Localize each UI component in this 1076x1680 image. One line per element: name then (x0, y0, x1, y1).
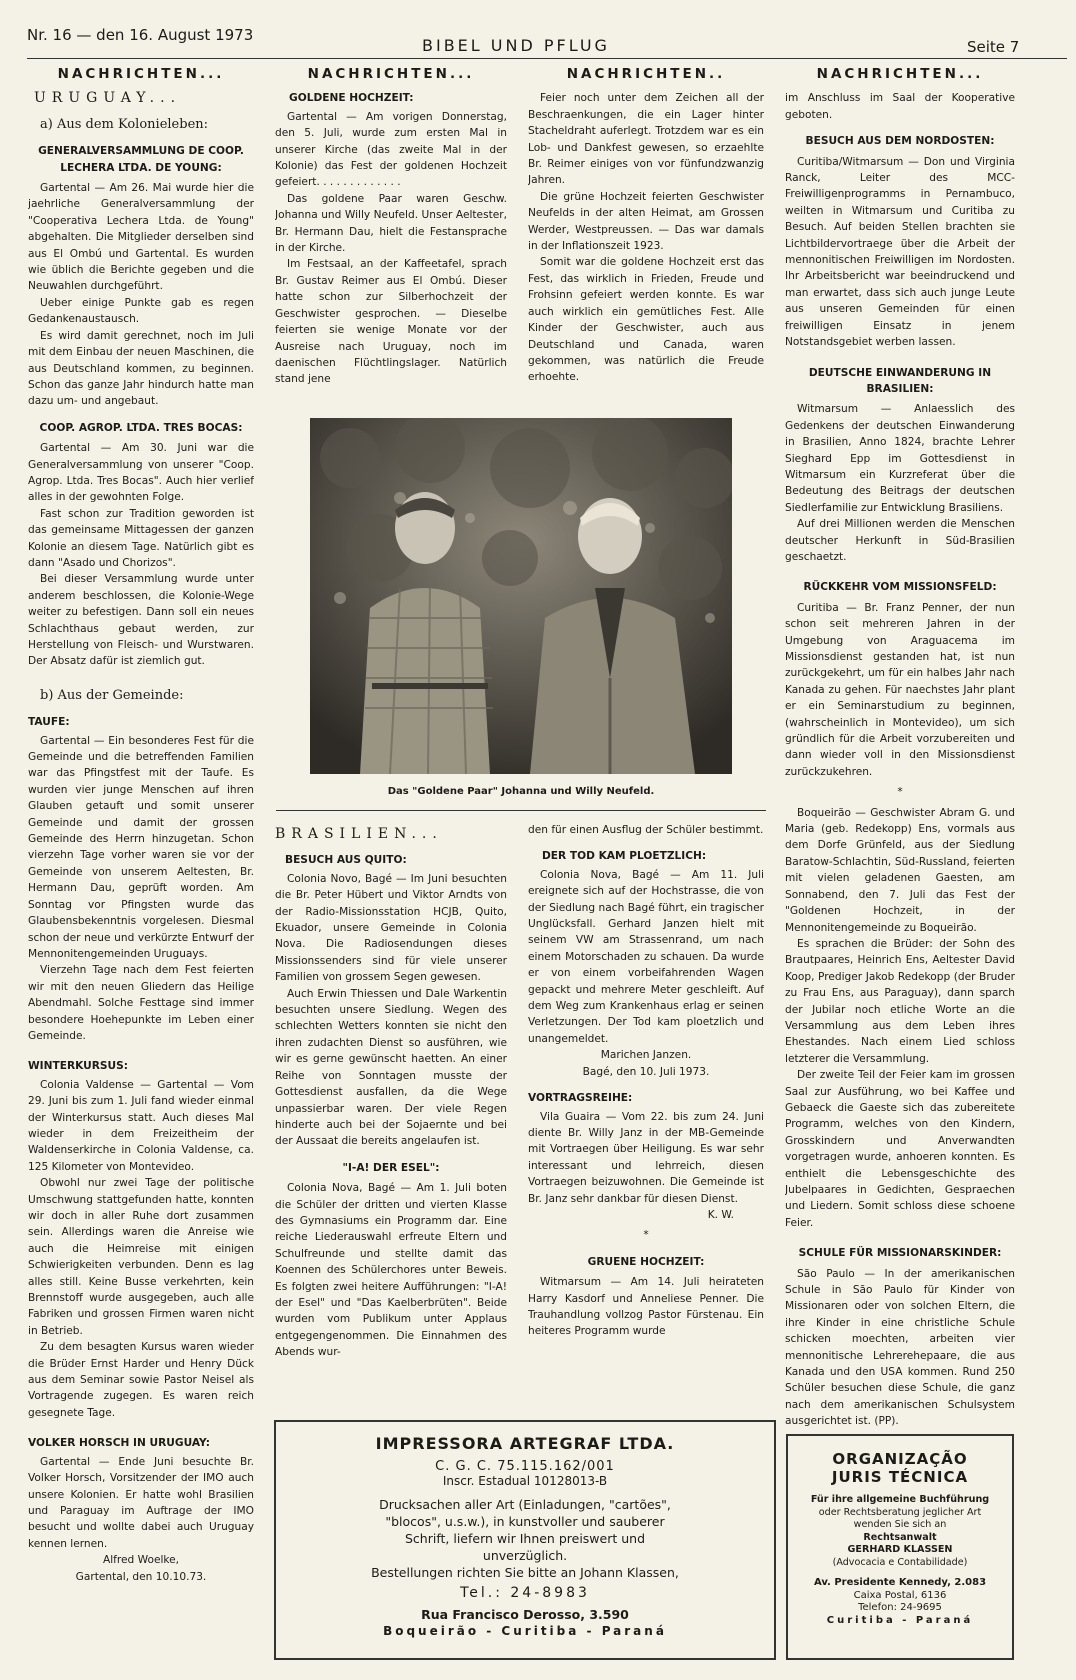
article-heading: COOP. AGROP. LTDA. TRES BOCAS: (39, 421, 243, 434)
ad-text-line: (Advocacia e Contabilidade) (832, 1556, 968, 1568)
article-heading: SCHULE FÜR MISSIONARSKINDER: (798, 1247, 1002, 1260)
article-heading: DEUTSCHE EINWANDERUNG IN BRASILIEN: (808, 366, 992, 395)
section-heading: NACHRICHTEN.. (566, 66, 726, 82)
paragraph: Auch Erwin Thiessen und Dale Warkentin besuchten unsere Siedlung. Wegen des schlechten Wetters konnten sie nicht den ihren zudachten Dienst so ausführen, wie wir es gerne gewünscht haetten. An einer Reihe von Sonntagen musste der Gottesdienst ausfallen, da die Wege unpassierbar waren. Der viele Regen hinderte auch bei der Sojaernte und bei der Aussaat die bereits angelaufen ist. (275, 987, 507, 1148)
paragraph: Gartental — Am 26. Mai wurde hier die jaehrliche Generalversammlung der "Cooperativa Lechera Ltda. de Young" abgehalten. Die Mitglieder derselben sind aus El Ombú und Gartental. Es wurden wie üblich die Berichte gegeben und die Neuwahlen durchgeführt. (28, 182, 254, 293)
ad-text-line: "blocos", u.s.w.), in kunstvoller und sauberer (385, 1514, 665, 1529)
page-number: Seite 7 (967, 38, 1020, 56)
paragraph: Colonia Valdense — Gartental — Vom 29. Juni bis zum 1. Juli fand wieder einmal der Winterkursus statt. Auch dieses Mal wieder in dem Freizeitheim der Waldenserkirche in Colonia Valdense, ca. 125 Kilometer von Montevideo. (28, 1078, 254, 1173)
ad-company-name: IMPRESSORA ARTEGRAF LTDA. (375, 1434, 675, 1453)
ad-text-line: oder Rechtsberatung jeglicher Art (818, 1506, 982, 1518)
signature-date: Gartental, den 10.10.73. (75, 1570, 207, 1583)
paragraph: Colonia Nova, Bagé — Am 1. Juli boten die Schüler der dritten und vierten Klasse des Gymnasiums ein Programm dar. Eine reiche Liederauswahl erfreute Eltern und Schulfreunde und stellte damit das Koennen des Schülerchores unter Beweis. Es folgten zwei heitere Aufführungen: "I-A! der Esel" und "Das Kaelberbrüten". Beide wurden vom Publikum unter Applaus entgegengenommen. Die Einnahmen des Abends wur- (275, 1182, 507, 1359)
paragraph: Witmarsum — Am 14. Juli heirateten Harry Kasdorf und Anneliese Penner. Die Trauhandlung vollzog Pastor Fürstenau. Ein heiteres Programm wurde (528, 1276, 764, 1338)
article-heading: RÜCKKEHR VOM MISSIONSFELD: (803, 581, 997, 594)
column-3-top (528, 66, 764, 406)
article-heading: TAUFE: (28, 716, 70, 729)
article-heading: "I-A! DER ESEL": (342, 1161, 440, 1174)
article-heading: VOLKER HORSCH IN URUGUAY: (28, 1437, 211, 1450)
paragraph: Witmarsum — Anlaesslich des Gedenkens der deutschen Einwanderung in Brasilien, Anno 1824, brachte Lehrer Sieghard Epp im Gottesdienst in Witmarsum ein Kurzreferat über die Bedeutung des Beitrags der deutschen Siedlerfamilie zur Entwicklung Brasiliens. (785, 403, 1015, 514)
section-rule (276, 810, 766, 811)
article-heading: DER TOD KAM PLOETZLICH: (542, 850, 707, 863)
article-heading: BESUCH AUS DEM NORDOSTEN: (805, 135, 995, 148)
paragraph: den für einen Ausflug der Schüler bestimmt. (528, 824, 764, 836)
paragraph: Curitiba/Witmarsum — Don und Virginia Ranck, Leiter des MCC-Freiwilligenprogramms in Pernambuco, weilten in Witmarsum und Curitiba zu Besuch. Auf beiden Stellen brachten sie Lichtbildervortraege über die Arbeit der mennonitischen Freiwilligen im Nordosten. Ihr Arbeitsbericht war beeindruckend und man erwartet, dass sich auch junge Leute aus unseren Gemeinden für einen freiwilligen Einsatz in jenem Notstandsgebiet werben lassen. (785, 155, 1015, 349)
paragraph: Bei dieser Versammlung wurde unter anderem beschlossen, die Kolonie-Wege weiter zu befestigen. Dann soll ein neues Schlachthaus gebaut werden, zur Herstellung von Fleisch- und Wurstwaren. Der Absatz dafür ist ziemlich gut. (28, 573, 254, 668)
masthead-rule (27, 58, 1067, 59)
separator-star: * (897, 786, 903, 799)
column-1 (28, 66, 254, 1670)
paragraph: Auf drei Millionen werden die Menschen deutscher Herkunft in Süd-Brasilien geschaetzt. (785, 518, 1015, 563)
ad-telephone: Telefon: 24-9695 (858, 1602, 942, 1613)
ad-company-name: ORGANIZAÇÃO (832, 1450, 968, 1468)
signature: Alfred Woelke, (102, 1554, 180, 1567)
paragraph: Colonia Nova, Bagé — Am 11. Juli ereignete sich auf der Hochstrasse, die von der Siedlung nach Bagé führt, ein tragischer Unglücksfall. Gerhard Janzen hielt mit seinem VW am Strassenrand, um nach einem Motorschaden zu schauen. Da wurde er von einem vorbeifahrenden Wagen gepackt und mehrere Meter geschleift. Auf dem Weg zum Krankenhaus erlag er seinen Verletzungen. Der Tod kam ploetzlich und unangemeldet. (528, 868, 764, 1045)
paragraph: Gartental — Ein besonderes Fest für die Gemeinde und die betreffenden Familien war das Pfingstfest mit der Taufe. Es wurden vier junge Menschen auf ihren Glauben getauft und somit unserer Gemeinde und damit der grossen Gemeinde des Herrn hinzugetan. Schon vierzehn Tage vorher waren sie vor der Gemeinde von unserem Aeltesten, Br. Hermann Dau, geprüft worden. Am Sonntag vor Pfingsten wurde das Glaubensbekenntnis vorgelesen. Diesmal schon der neue und verkürzte Entwurf der Mennonitengemeinden Uruguays. (28, 734, 254, 960)
issue-date: Nr. 16 — den 16. August 1973 (27, 26, 254, 44)
couple-photo (310, 418, 732, 774)
advertisement-artegraf (274, 1420, 776, 1660)
publication-title: BIBEL UND PFLUG (422, 36, 610, 55)
ad-po-box: Caixa Postal, 6136 (853, 1589, 947, 1601)
paragraph: Zu dem besagten Kursus waren wieder die Brüder Ernst Harder und Henry Dück aus dem Seminar sowie Pastor Neisel als Vortragende zugegen. Es waren reich gesegnete Tage. (28, 1341, 254, 1419)
paragraph: Vila Guaira — Vom 22. bis zum 24. Juni diente Br. Willy Janz in der MB-Gemeinde mit Vortraegen über Heiligung. Es war sehr interessant und lehrreich, diesen Vortraegen beizuwohnen. Die Gemeinde ist Br. Janz sehr dankbar für diesen Dienst. (528, 1110, 764, 1205)
paragraph: Die grüne Hochzeit feierten Geschwister Neufelds in der alten Heimat, am Grossen Werder, Westpreussen. — Das war damals in der Inflationszeit 1923. (528, 190, 764, 253)
paragraph: Das goldene Paar waren Geschw. Johanna und Willy Neufeld. Unser Aeltester, Br. Hermann Dau, hielt die Festansprache in der Kirche. (275, 192, 507, 255)
paragraph: Gartental — Am vorigen Donnerstag, den 5. Juli, wurde zum ersten Mal in unserer Kirche (das zweite Mal in der Kolonie) das Fest der goldenen Hochzeit gefeiert. . . . . . . . . . . . . (275, 110, 507, 189)
masthead (22, 22, 1076, 62)
section-heading: NACHRICHTEN... (307, 66, 475, 82)
column-2-bottom (275, 822, 507, 1412)
paragraph: Der zweite Teil der Feier kam im grossen Saal zur Ausführung, wo bei Kaffee und Gebaeck die Gaeste sich das zubereitete Programm, welches von den Kindern, Grosskindern und Anverwandten vorgetragen wurde, anhoeren konnten. Es enthielt die Lebensgeschichte des Jubelpaares in Gedichten, Gespraechen und Liedern. Somit schloss diese schoene Feier. (785, 1069, 1015, 1229)
ad-lawyer-name: GERHARD KLASSEN (847, 1544, 953, 1555)
article-heading: VORTRAGSREIHE: (528, 1092, 633, 1105)
ad-address: Rua Francisco Derosso, 3.590 (421, 1607, 629, 1622)
paragraph: Somit war die goldene Hochzeit erst das Fest, das wirklich in Frieden, Freude und Frohsinn gefeiert werden konnte. Es war auch wirklich ein gemütliches Fest. Alle Kinder der Geschwister, auch aus Deutschland und Canada, waren gekommen, was natürlich die Freude erhoehte. (528, 256, 764, 384)
ad-text-line: Bestellungen richten Sie bitte an Johann Klassen, (371, 1565, 679, 1580)
ad-text-line: Schrift, liefern wir Ihnen preiswert und (404, 1531, 646, 1546)
paragraph: Im Festsaal, an der Kaffeetafel, sprach Br. Gustav Reimer aus El Ombú. Dieser hatte schon zur Silberhochzeit der Geschwister gesprochen. — Dieselbe feierten sie wenige Monate vor der Ausreise nach Uruguay, noch im daenischen Flüchtlingslager. Natürlich stand jene (275, 258, 507, 386)
paragraph: Colonia Novo, Bagé — Im Juni besuchten die Br. Peter Hübert und Viktor Arndts von der Radio-Missionsstation HCJB, Quito, Ekuador, unsere Gemeinde in Colonia Nova. Die Radiosendungen dieses Missionssenders sind für viele unserer Familien von grossem Segen gewesen. (275, 872, 507, 984)
subsection-heading: a) Aus dem Kolonieleben: (40, 116, 209, 132)
ad-inscription: Inscr. Estadual 10128013-B (442, 1474, 608, 1488)
column-4 (785, 66, 1015, 1426)
paragraph: São Paulo — In der amerikanischen Schule in São Paulo für Kinder von Missionaren oder von solchen Eltern, die ihre Kinder in eine christliche Schule schicken moechten, arbeiten vier mennonitische Lehrerehepaare, die aus Kanada und den USA kommen. Rund 250 Schüler besuchen diese Schule, die ganz nach dem amerikanischen Schulsystem ausgerichtet ist. (PP). (785, 1267, 1015, 1426)
paragraph: Curitiba — Br. Franz Penner, der nun schon seit mehreren Jahren in der Umgebung von Araguacema im Missionsdienst gestanden hat, ist nun zurückgekehrt, um für ein halbes Jahr nach Kanada zu gehen. Für naechstes Jahr plant er ein Seminarstudium zu beginnen, (wahrscheinlich in Montevideo), um sich gründlich für die Arbeit vorzubereiten und dann wieder voll in den Missionsdienst zurückzukehren. (785, 601, 1015, 778)
section-heading: NACHRICHTEN... (57, 66, 225, 82)
paragraph: Es sprachen die Brüder: der Sohn des Brautpaares, Heinrich Ens, Aeltester David Koop, Prediger Jakob Redekopp (der Bruder zu Frau Ens, aus Paraguay), dann sparch der Jubilar noch etliche Worte an die Versammlung aus dem Leben ihres Ehestandes. Nach einem Lied schloss letzterer die Versammlung. (785, 937, 1015, 1065)
ad-city: Boqueirão - Curitiba - Paraná (383, 1624, 667, 1638)
paragraph: Vierzehn Tage nach dem Fest feierten wir mit den neuen Gliedern das Heilige Abendmahl. Solche Festtage sind immer besondere Hoehepunkte im Leben einer Gemeinde. (28, 964, 254, 1042)
ad-text-line: Rechtsanwalt (863, 1531, 937, 1543)
article-heading: BESUCH AUS QUITO: (285, 854, 407, 867)
signature: K. W. (707, 1208, 734, 1221)
signature: Marichen Janzen. (600, 1049, 692, 1062)
separator-star: * (643, 1229, 649, 1242)
paragraph: Feier noch unter dem Zeichen all der Beschraenkungen, die ein Lager hinter Stacheldraht auferlegt. Trotzdem war es ein Lob- und Dankfest gewesen, so erzaehlte Br. Reimer einiges von vor fünfundzwanzig Jahren. (528, 92, 764, 187)
subsection-heading: b) Aus der Gemeinde: (40, 687, 184, 703)
paragraph: Es wird damit gerechnet, noch im Juli mit dem Einbau der neuen Maschinen, die aus Deutschland kommen, zu beginnen. Schon das ganze Jahr hindurch hatte man dazu um- und angebaut. (28, 329, 254, 408)
ad-text-line: wenden Sie sich an (853, 1519, 947, 1530)
paragraph: Obwohl nur zwei Tage der politische Umschwung stattgefunden hatte, konnten wir doch in aller Ruhe dort zusammen sein. Allerdings waren die Anreise wie auch die Heimreise mit einigen Schwierigkeiten verbunden. Denn es lag alles still. Keine Busse verkehrten, kein Brennstoff wurde ausgegeben, auch alle Fabriken und grossen Firmen waren nicht in Betrieb. (28, 1177, 254, 1337)
ad-company-name: JURIS TÉCNICA (831, 1468, 969, 1486)
section-heading: NACHRICHTEN... (816, 66, 984, 82)
article-heading: GRUENE HOCHZEIT: (587, 1255, 705, 1268)
signature-date: Bagé, den 10. Juli 1973. (582, 1065, 710, 1078)
photo-caption: Das "Goldene Paar" Johanna und Willy Neufeld. (387, 786, 655, 797)
ad-cgc: C. G. C. 75.115.162/001 (435, 1459, 615, 1474)
ad-city: Curitiba - Paraná (826, 1614, 974, 1626)
article-heading: GENERALVERSAMMLUNG DE COOP. LECHERA LTDA. DE YOUNG: (38, 145, 244, 174)
ad-text-line: unverzüglich. (482, 1548, 568, 1563)
advertisement-juris-tecnica (786, 1434, 1014, 1660)
column-3-bottom (528, 822, 764, 1412)
photo-illustration (310, 418, 732, 774)
ad-address: Av. Presidente Kennedy, 2.083 (813, 1577, 987, 1588)
paragraph: Boqueirão — Geschwister Abram G. und Maria (geb. Redekopp) Ens, vormals aus dem Dorfe Grünfeld, aus der Siedlung Baratow-Schlachtin, Süd-Russland, feierten mit vielen geladenen Gaesten, am Sonnabend, den 7. Juli das Fest der "Goldenen Hochzeit, in der Mennonitengemeinde zu Boqueirão. (785, 806, 1015, 934)
column-2-top (275, 66, 507, 406)
paragraph: Gartental — Am 30. Juni war die Generalversammlung von unserer "Coop. Agrop. Ltda. Tres Bocas". Auch hier verlief alles in der gewohnten Folge. (28, 442, 254, 504)
paragraph: Gartental — Ende Juni besuchte Br. Volker Horsch, Vorsitzender der IMO auch unsere Kolonien. Er hatte wohl Brasilien und Paraguay im Auftrage der IMO besucht und wollte dabei auch Uruguay kennen lernen. (28, 1455, 254, 1550)
paragraph: im Anschluss im Saal der Kooperative geboten. (785, 92, 1015, 121)
ad-telephone: Tel.: 24-8983 (460, 1585, 590, 1601)
ad-text-line: Drucksachen aller Art (Einladungen, "cartões", (379, 1497, 671, 1512)
ad-text-line: Für ihre allgemeine Buchführung (810, 1494, 990, 1505)
article-heading: GOLDENE HOCHZEIT: (289, 92, 414, 105)
country-heading: URUGUAY... (34, 90, 182, 107)
article-heading: WINTERKURSUS: (28, 1060, 128, 1073)
paragraph: Ueber einige Punkte gab es regen Gedankenaustausch. (28, 296, 254, 326)
country-heading: BRASILIEN... (275, 826, 443, 842)
paragraph: Fast schon zur Tradition geworden ist das gemeinsame Mittagessen der ganzen Kolonie an diesem Tage. Natürlich gibt es dann "Asado und Chorizos". (28, 507, 254, 569)
